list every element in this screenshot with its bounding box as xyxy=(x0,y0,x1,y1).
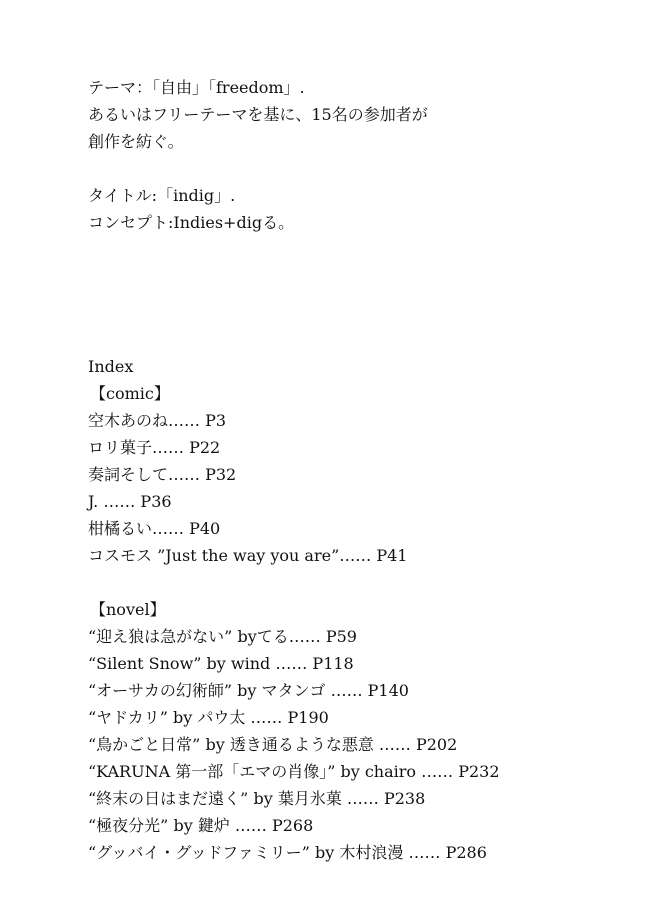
novel-entry: “鳥かごと日常” by 透き通るような悪意 …… P202 xyxy=(88,735,458,754)
title-line: タイトル:「indig」. xyxy=(88,186,236,205)
intro-line-theme: テーマ：「自由」「freedom」. xyxy=(88,78,305,97)
novel-entry: “オーサカの幻術師” by マタンゴ …… P140 xyxy=(88,681,409,700)
intro-paragraph xyxy=(88,74,428,155)
intro-line-create: 創作を紡ぐ。 xyxy=(88,132,184,151)
index-heading: Index xyxy=(88,357,134,376)
title-concept-block xyxy=(88,182,294,236)
index-section xyxy=(88,353,500,866)
section-spacer xyxy=(88,569,500,596)
novel-entry: “迎え狼は急がない” byてる…… P59 xyxy=(88,627,357,646)
comic-section-label: 【comic】 xyxy=(90,384,170,403)
comic-entry: J. …… P36 xyxy=(88,492,172,511)
novel-entry: “KARUNA 第一部「エマの肖像」” by chairo …… P232 xyxy=(88,762,500,781)
comic-entry: 空木あのね…… P3 xyxy=(88,411,227,430)
comic-entry: 柑橘るい…… P40 xyxy=(88,519,221,538)
novel-entry: “Silent Snow” by wind …… P118 xyxy=(88,654,354,673)
novel-entry: “グッバイ・グッドファミリー” by 木村浪漫 …… P286 xyxy=(88,843,487,862)
novel-entry: “終末の日はまだ遠く” by 葉月氷菓 …… P238 xyxy=(88,789,426,808)
concept-line: コンセプト:Indies+digる。 xyxy=(88,213,295,232)
comic-entry: ロリ菓子…… P22 xyxy=(88,438,221,457)
intro-line-participants: あるいはフリーテーマを基に、15名の参加者が xyxy=(88,105,428,124)
novel-section-label: 【novel】 xyxy=(90,600,166,619)
comic-entry: コスモス ”Just the way you are”…… P41 xyxy=(88,546,408,565)
comic-entry: 奏詞そして…… P32 xyxy=(88,465,237,484)
novel-entry: “ヤドカリ” by パウ太 …… P190 xyxy=(88,708,329,727)
novel-entry: “極夜分光” by 鍵炉 …… P268 xyxy=(88,816,314,835)
